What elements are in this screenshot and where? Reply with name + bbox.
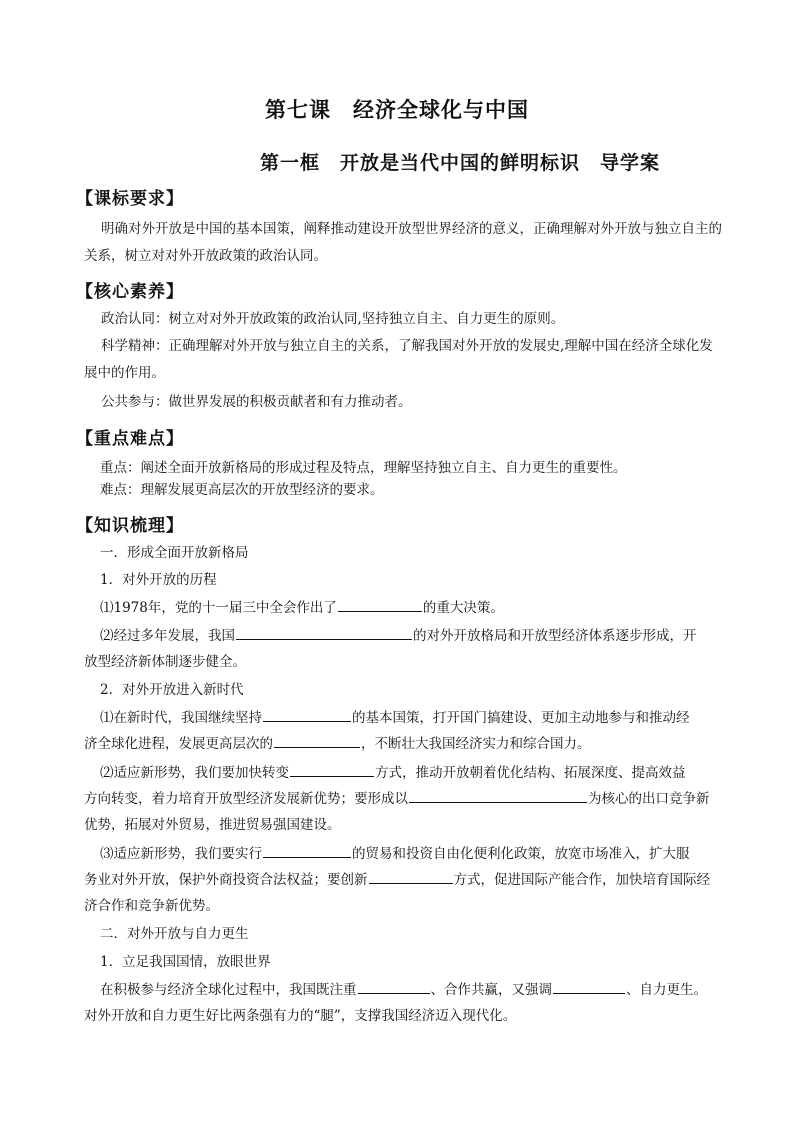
heading-knowledge-review: 【知识梳理】 [76,516,184,536]
difficult-point-text: 难点：理解发展更高层次的开放型经济的要求。 [100,482,384,498]
fill-blank[interactable] [338,597,422,612]
fill-blank[interactable] [274,733,360,748]
heading-key-difficult-points: 【重点难点】 [76,429,184,449]
item-liberalization-line-2: 务业对外开放，保护外商投资合法权益；要创新 方式，促进国际产能合作，加快培育国际经 [84,869,710,891]
core-literacy-public: 公共参与：做世界发展的积极贡献者和有力推动者。 [101,394,412,410]
key-point-text: 重点：阐述全面开放新格局的形成过程及特点，理解坚持独立自主、自力更生的重要性。 [100,460,627,476]
fill-blank[interactable] [236,625,412,640]
part-one-title: 一．形成全面开放新格局 [100,545,249,561]
subsection-2-title: 2．对外开放进入新时代 [100,682,244,698]
item-pattern-line-2: 放型经济新体制逐步健全。 [84,654,246,670]
subsection-3-title: 1．立足我国国情，放眼世界 [100,954,271,970]
core-literacy-scientific: 科学精神：正确理解对外开放与独立自主的关系，了解我国对外开放的发展史,理解中国在经济全球化发展中的作用。 [84,338,713,381]
item-pattern-line-1: ⑵经过多年发展，我国 的对外开放格局和开放型经济体系逐步形成，开 [100,625,697,647]
subsection-1-title: 1．对外开放的历程 [100,572,217,588]
item-transform-line-3: 优势，拓展对外贸易，推进贸易强国建设。 [84,817,341,833]
item-worldview-line-1: 在积极参与经济全球化过程中，我国既注重 、合作共赢，又强调 、自力更生。 [100,979,707,1001]
fill-blank[interactable] [290,762,374,777]
core-literacy-political: 政治认同：树立对对外开放政策的政治认同,坚持独立自主、自力更生的原则。 [101,311,565,327]
item-worldview-line-2: 对外开放和自力更生好比两条强有力的“腿”，支撑我国经济迈入现代化。 [84,1008,517,1024]
item-new-era-line-2: 济全球化进程，发展更高层次的 ，不断壮大我国经济实力和综合国力。 [84,733,591,755]
fill-blank[interactable] [263,707,351,722]
item-liberalization-line-1: ⑶适应新形势，我们要实行 的贸易和投资自由化便利化政策，放宽市场准入，扩大服 [100,843,690,865]
fill-blank[interactable] [358,979,430,994]
fill-blank[interactable] [369,869,453,884]
fill-blank[interactable] [409,788,587,803]
item-liberalization-line-3: 济合作和竞争新优势。 [84,898,219,914]
heading-curriculum-requirements: 【课标要求】 [76,189,184,209]
curriculum-requirements-text: 明确对外开放是中国的基本国策，阐释推动建设开放型世界经济的意义，正确理解对外开放与独立自主的关系，树立对对外开放政策的政治认同。 [84,221,722,264]
item-transform-line-1: ⑵适应新形势，我们要加快转变 方式，推动开放朝着优化结构、拓展深度、提高效益 [100,762,686,784]
item-transform-line-2: 方向转变，着力培育开放型经济发展新优势；要形成以 为核心的出口竞争新 [84,788,710,810]
fill-blank[interactable] [553,979,625,994]
fill-blank[interactable] [263,843,351,858]
lesson-title: 第七课 经济全球化与中国 [265,97,529,122]
part-two-title: 二．对外开放与自力更生 [100,926,249,942]
item-1978-line: ⑴1978年，党的十一届三中全会作出了 的重大决策。 [100,597,504,619]
heading-core-literacy: 【核心素养】 [76,282,184,302]
item-new-era-line-1: ⑴在新时代，我国继续坚持 的基本国策，打开国门搞建设、更加主动地参与和推动经 [100,707,690,729]
section-subtitle: 第一框 开放是当代中国的鲜明标识 导学案 [259,152,660,174]
